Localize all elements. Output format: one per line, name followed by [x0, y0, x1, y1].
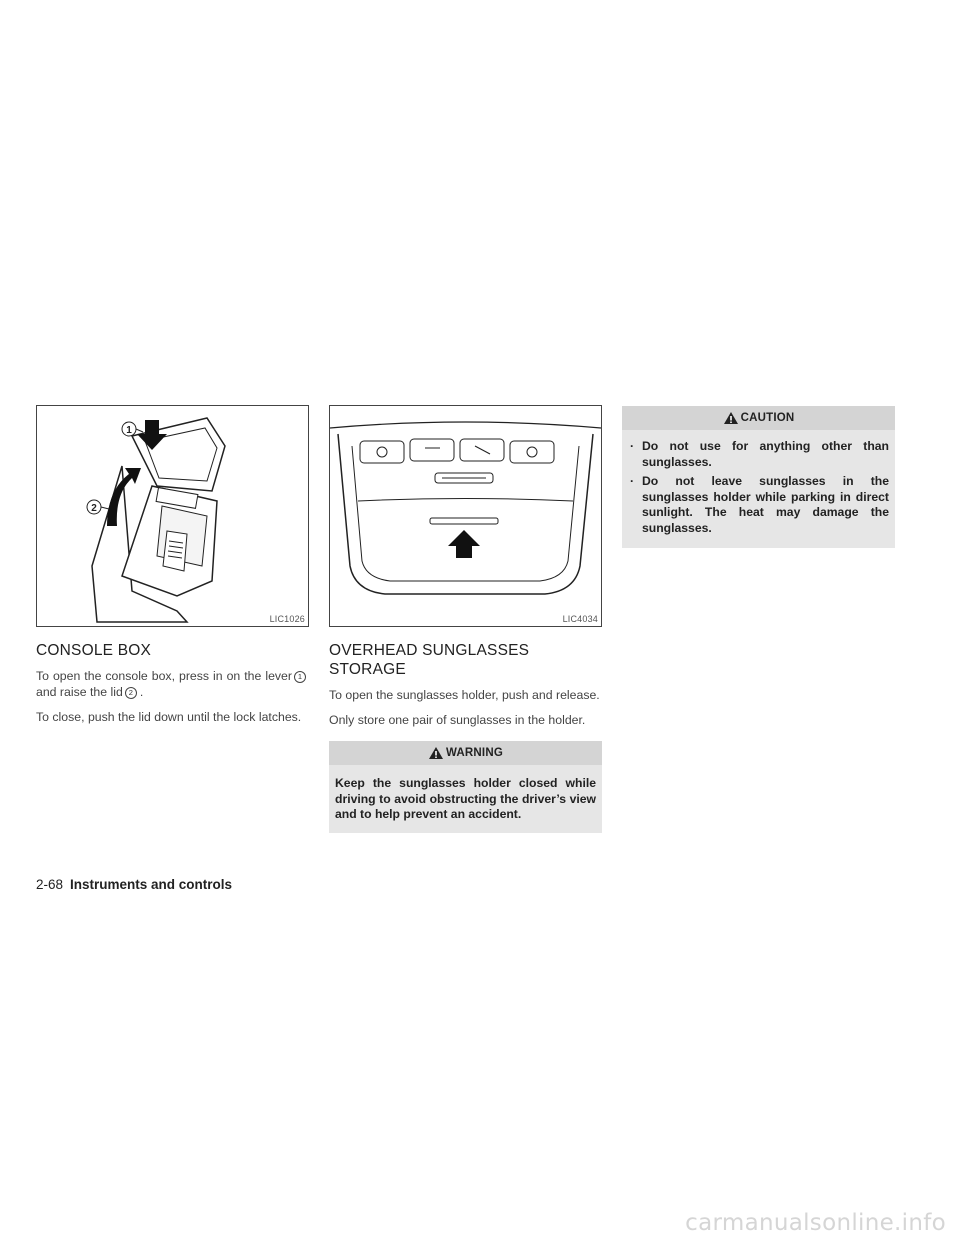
paragraph-text: To open the console box, press in on the lever — [36, 669, 292, 683]
warning-text: Keep the sunglasses holder closed while driving to avoid obstructing the driver’s view and to help prevent an accident. — [335, 776, 596, 821]
heading-line-2: STORAGE — [329, 661, 406, 678]
console-box-figure — [36, 405, 309, 627]
list-item: · Do not use for anything other than sunglasses. — [630, 439, 889, 469]
reference-2: 2 — [125, 687, 137, 699]
sunglasses-figure — [329, 405, 602, 627]
paragraph-open: To open the sunglasses holder, push and release. — [329, 688, 600, 702]
caution-box — [622, 406, 895, 548]
console-box-illustration — [37, 406, 308, 626]
page-footer — [36, 877, 232, 892]
caution-section — [622, 405, 895, 548]
caution-header — [622, 406, 895, 430]
caution-list — [622, 430, 895, 548]
console-box-section — [36, 405, 309, 734]
page-number: 2-68 — [36, 877, 64, 892]
callout-1: 1 — [126, 425, 132, 436]
caution-title: CAUTION — [740, 412, 795, 424]
caution-item-text: Do not leave sunglasses in the sunglasses holder while parking in direct sunlight. The heat may damage the sunglasses. — [642, 474, 889, 535]
watermark: carmanualsonline.info — [685, 1210, 946, 1236]
heading-line-1: OVERHEAD SUNGLASSES — [329, 642, 530, 659]
sunglasses-section — [329, 405, 602, 833]
paragraph-store: Only store one pair of sunglasses in the holder. — [329, 713, 586, 727]
reference-1: 1 — [294, 671, 306, 683]
warning-title: WARNING — [446, 747, 503, 759]
caution-item-text: Do not use for anything other than sunglasses. — [642, 439, 889, 469]
paragraph-text: . — [139, 685, 144, 699]
paragraph-text: and raise the lid — [36, 685, 123, 699]
overhead-console-illustration — [330, 406, 601, 626]
warning-icon — [428, 746, 444, 760]
figure-code: LIC4034 — [562, 614, 598, 624]
section-heading: CONSOLE BOX — [36, 642, 152, 659]
section-heading — [329, 641, 602, 679]
warning-header — [329, 741, 602, 765]
list-item: · Do not leave sunglasses in the sunglasses holder while parking in direct sunlight. The heat may damage the sunglasses. — [630, 474, 889, 535]
callout-2: 2 — [91, 503, 97, 514]
paragraph-open — [36, 668, 309, 700]
figure-code: LIC1026 — [269, 614, 305, 624]
paragraph-close: To close, push the lid down until the lock latches. — [36, 710, 302, 724]
warning-box — [329, 741, 602, 833]
section-title: Instruments and controls — [70, 877, 233, 892]
caution-icon — [723, 411, 739, 425]
